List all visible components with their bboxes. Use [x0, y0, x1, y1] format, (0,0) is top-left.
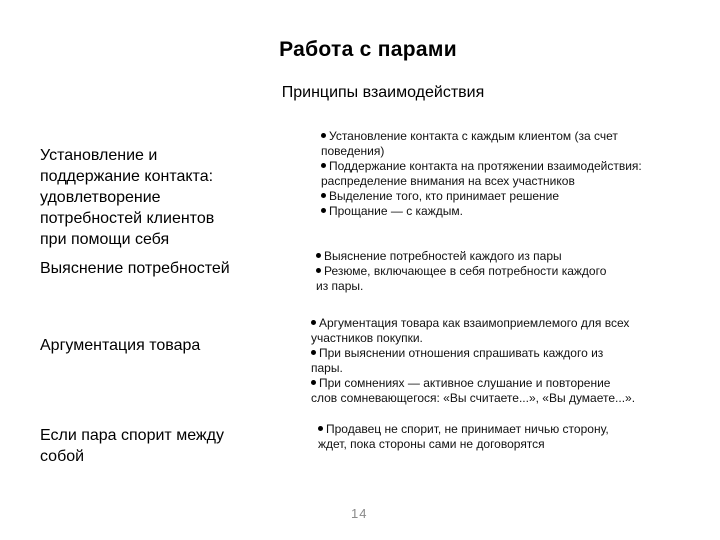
left-label-line: Если пара спорит между: [40, 427, 224, 444]
list-item-continuation: участников покупки.: [311, 331, 423, 345]
right-list-contact: [321, 129, 642, 219]
list-item-continuation: поведения): [321, 144, 385, 158]
left-label-line: поддержание контакта:: [40, 168, 214, 185]
bullet-icon: [321, 193, 326, 198]
bullet-icon: [316, 268, 321, 273]
list-item: Выделение того, кто принимает решение: [321, 189, 642, 204]
list-item: Выяснение потребностей каждого из пары: [316, 249, 606, 264]
left-label-needs: [40, 258, 285, 279]
bullet-icon: [321, 208, 326, 213]
left-label-line: потребностей клиентов: [40, 210, 215, 227]
left-label-line: собой: [40, 448, 85, 465]
left-label-line: при помощи себя: [40, 231, 170, 248]
left-label-dispute: [40, 425, 285, 467]
right-list-dispute: [318, 422, 609, 452]
list-item-continuation: пары.: [311, 361, 343, 375]
bullet-icon: [321, 163, 326, 168]
list-item: Продавец не спорит, не принимает ничью сторону,: [318, 422, 609, 437]
list-item: При выяснении отношения спрашивать каждого из: [311, 346, 635, 361]
page-number: 14: [351, 506, 368, 521]
list-item: Поддержание контакта на протяжении взаимодействия:: [321, 159, 642, 174]
slide-subtitle: Принципы взаимодействия: [281, 84, 485, 101]
left-label-line: Установление и: [40, 147, 158, 164]
slide-title: Работа с парами: [279, 38, 457, 61]
left-label-argumentation: [40, 335, 285, 356]
bullet-icon: [311, 380, 316, 385]
bullet-icon: [321, 133, 326, 138]
list-item-continuation: распределение внимания на всех участников: [321, 174, 575, 188]
list-item: Установление контакта с каждым клиентом (за счет: [321, 129, 642, 144]
list-item: Резюме, включающее в себя потребности каждого: [316, 264, 606, 279]
right-list-needs: [316, 249, 606, 294]
list-item-continuation: ждет, пока стороны сами не договорятся: [318, 437, 545, 451]
bullet-icon: [311, 350, 316, 355]
list-item: Аргументация товара как взаимоприемлемого для всех: [311, 316, 635, 331]
bullet-icon: [316, 253, 321, 258]
list-item: При сомнениях — активное слушание и повторение: [311, 376, 635, 391]
left-label-line: удовлетворение: [40, 189, 161, 206]
left-label-line: Выяснение потребностей: [40, 260, 230, 277]
left-label-line: Аргументация товара: [40, 337, 201, 354]
bullet-icon: [318, 426, 323, 431]
list-item-continuation: из пары.: [316, 279, 364, 293]
list-item-continuation: слов сомневающегося: «Вы считаете...», «Вы думаете...».: [311, 391, 636, 405]
bullet-icon: [311, 320, 316, 325]
left-label-contact: [40, 145, 285, 250]
right-list-argumentation: [311, 316, 635, 406]
list-item: Прощание — с каждым.: [321, 204, 642, 219]
